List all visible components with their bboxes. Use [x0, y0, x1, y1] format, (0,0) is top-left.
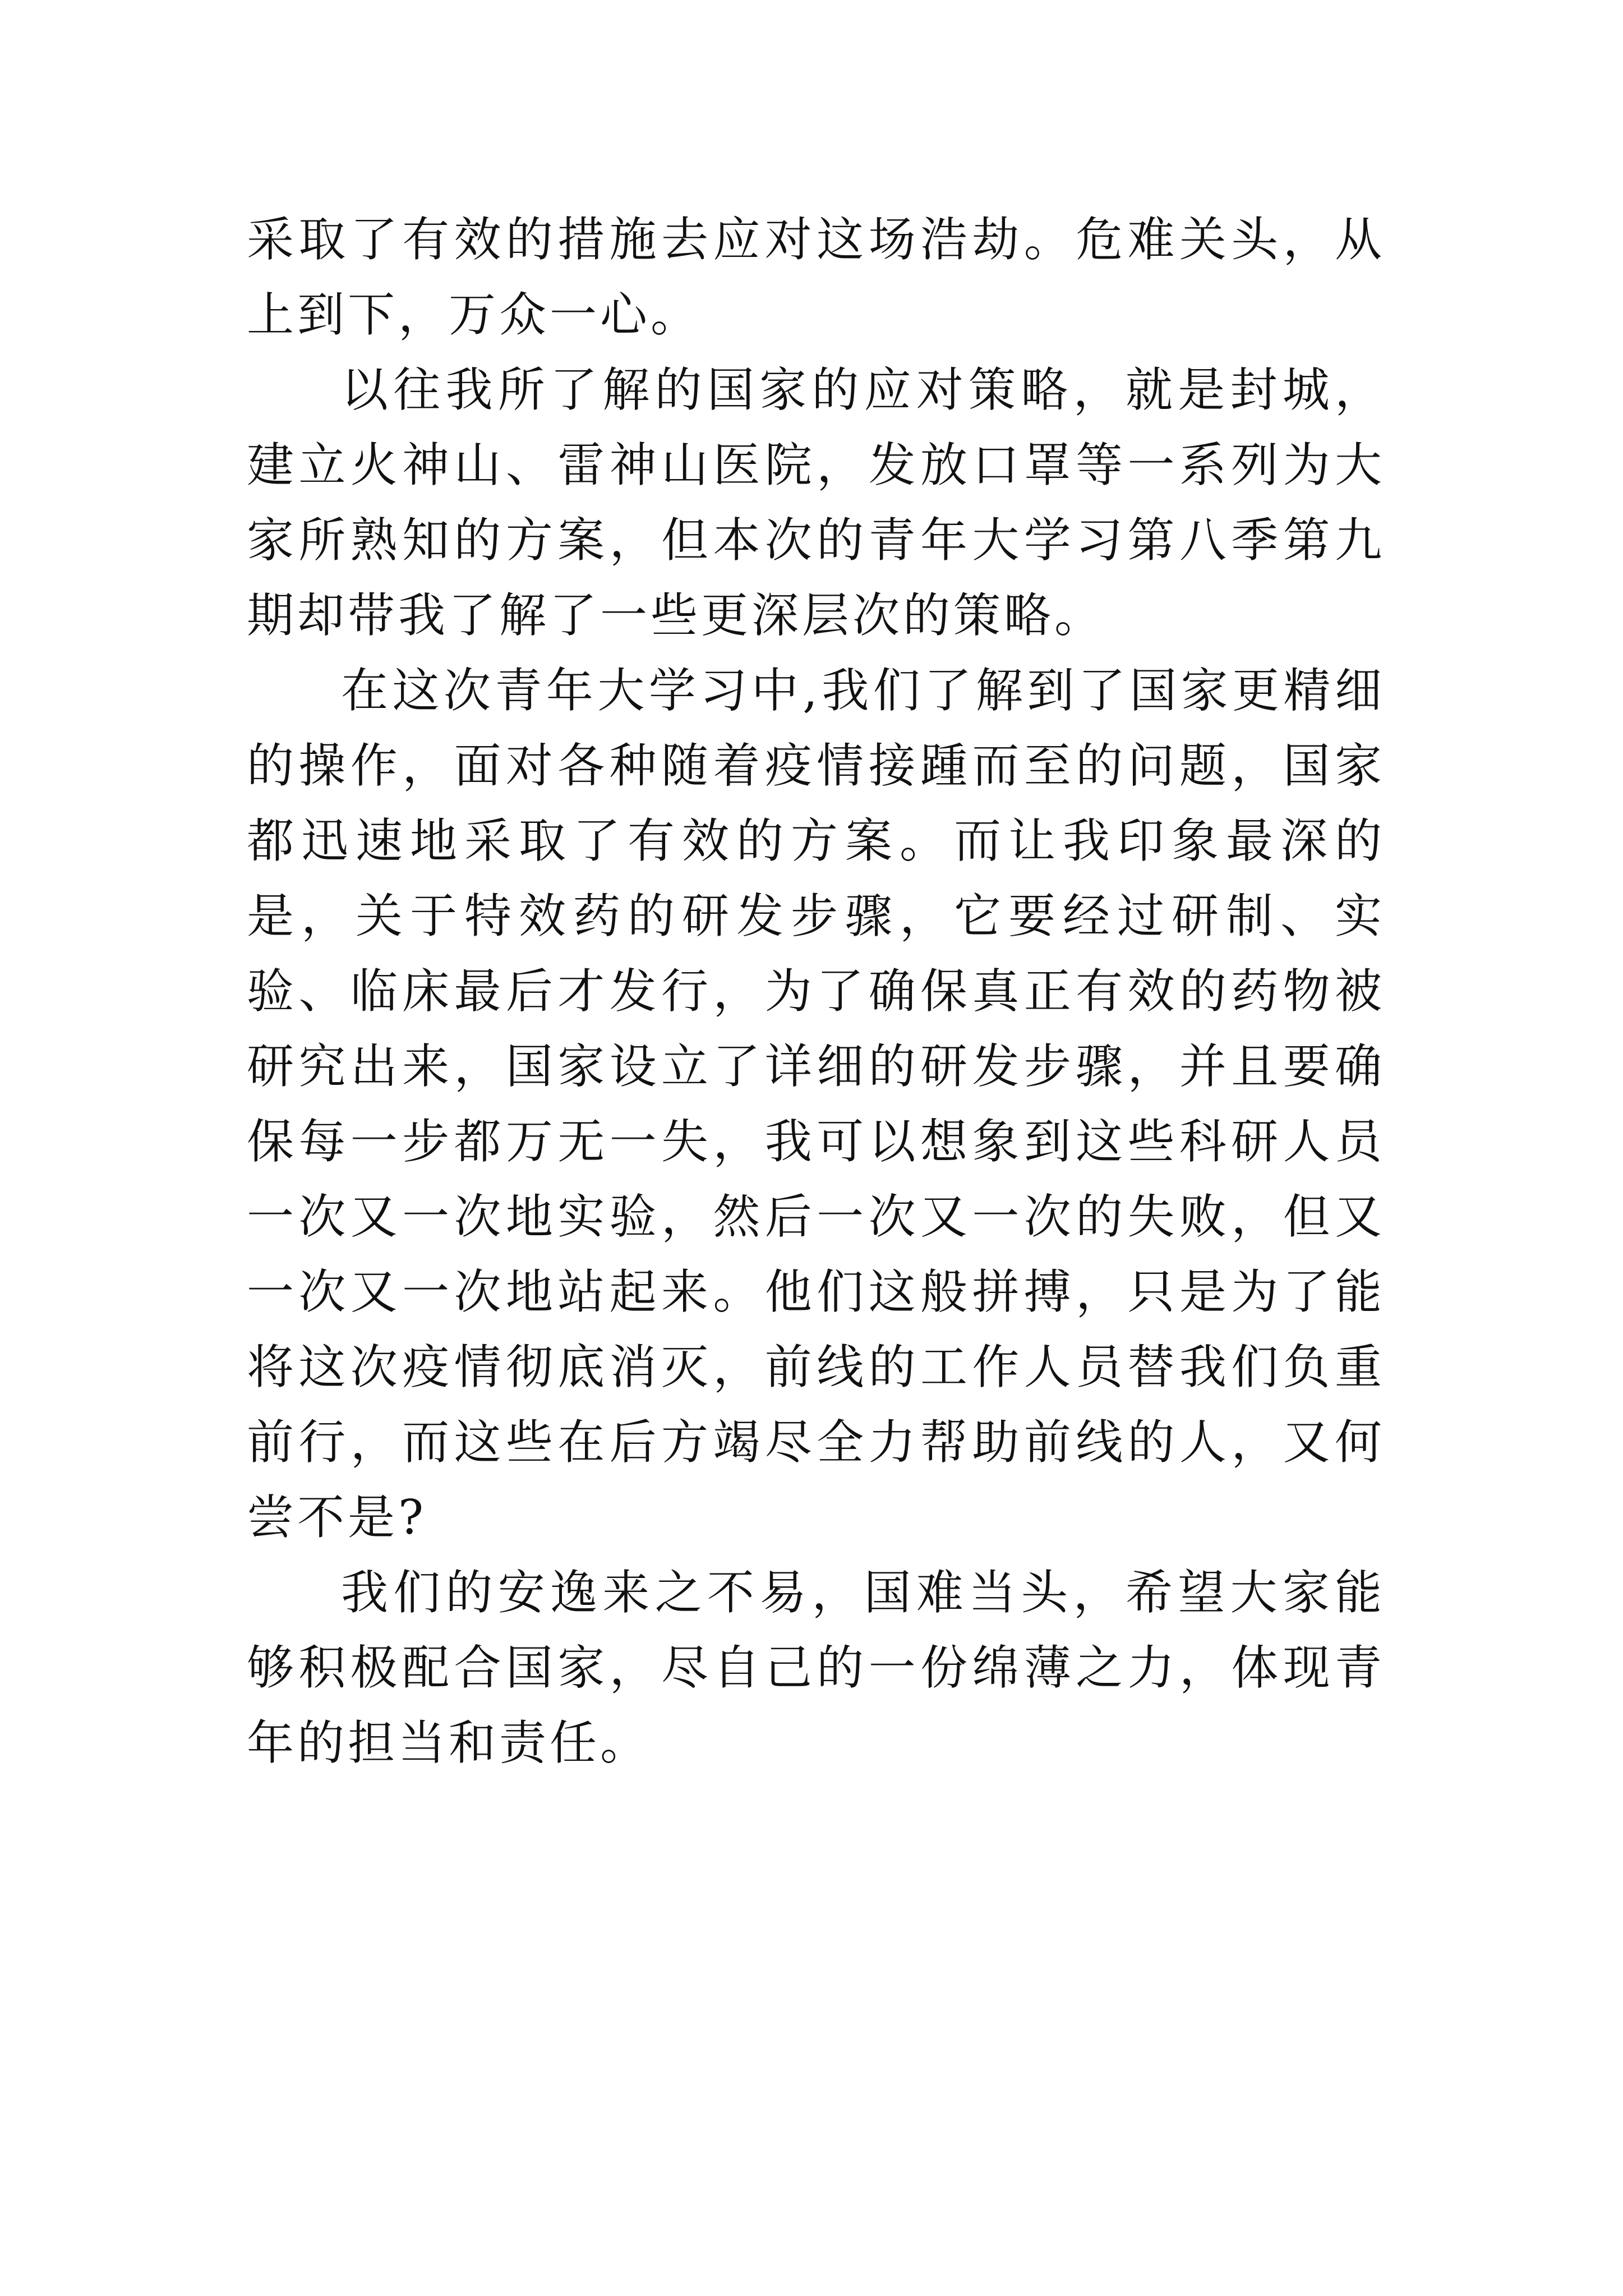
paragraph-3: 在这次青年大学习中,我们了解到了国家更精细的操作，面对各种随着疫情接踵而至的问题，国家都迅速地采取了有效的方案。而让我印象最深的是，关于特效药的研发步骤，它要经过研制、实验、临床最后才发行，为了确保真正有效的药物被研究出来，国家设立了详细的研发步骤，并且要确保每一步都万无一失，我可以想象到这些科研人员一次又一次地实验，然后一次又一次的失败，但又一次又一次地站起来。他们这般拼搏，只是为了能将这次疫情彻底消灭，前线的工作人员替我们负重前行，而这些在后方竭尽全力帮助前线的人，又何尝不是? — [247, 663, 1385, 1545]
document-body — [247, 202, 1385, 1780]
paragraph-2: 以往我所了解的国家的应对策略，就是封城，建立火神山、雷神山医院，发放口罩等一系列为大家所熟知的方案，但本次的青年大学习第八季第九期却带我了解了一些更深层次的策略。 — [247, 362, 1385, 643]
paragraph-1: 采取了有效的措施去应对这场浩劫。危难关头，从上到下，万众一心。 — [247, 212, 1385, 342]
paragraph-4: 我们的安逸来之不易，国难当头，希望大家能够积极配合国家，尽自己的一份绵薄之力，体现青年的担当和责任。 — [247, 1565, 1385, 1770]
